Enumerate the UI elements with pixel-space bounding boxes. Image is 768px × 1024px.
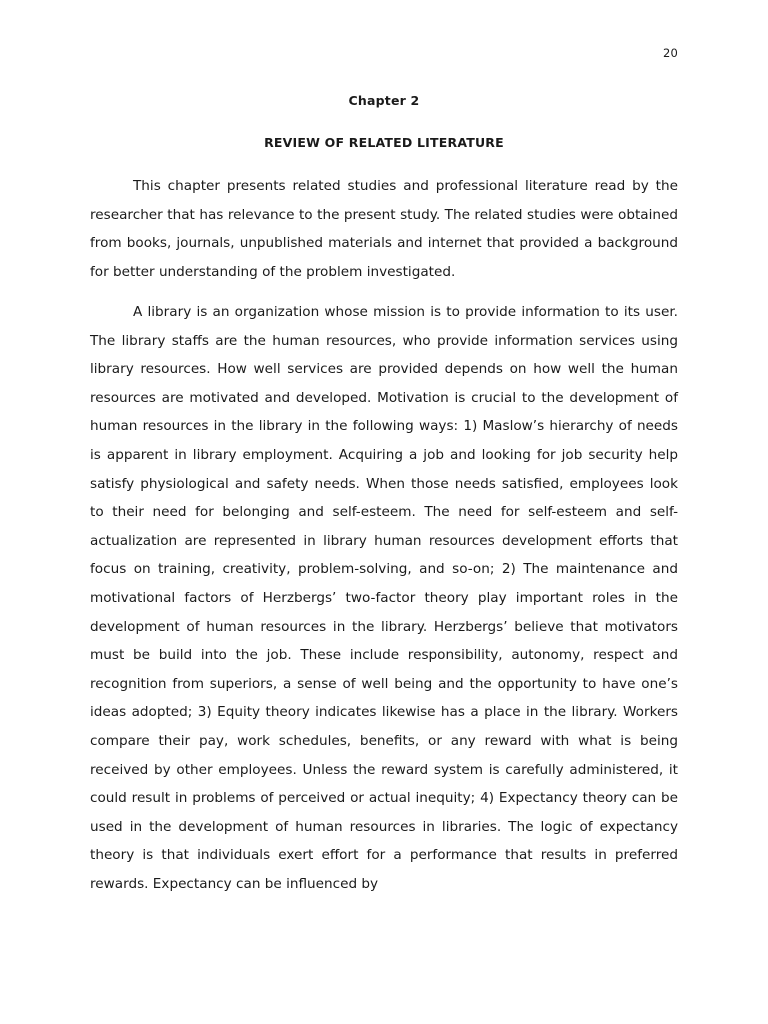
- chapter-label: Chapter 2: [348, 93, 420, 108]
- page-number: 20: [662, 46, 678, 60]
- paragraph-library-motivation: A library is an organization whose mission is to provide information to its user. The library staffs are the human resources, who provide information services using library resources. How well services are provided depends on how well the human resources are motivated and developed. Motivation is crucial to the development of human resources in the library in the following ways: 1) Maslow’s hierarchy of needs is apparent in library employment. Acquiring a job and looking for job security help satisfy physiological and safety needs. When those needs satisfied, employees look to their need for belonging and self-esteem. The need for self-esteem and self-actualization are represented in library human resources development efforts that focus on training, creativity, problem-solving, and so-on; 2) The maintenance and motivational factors of Herzbergs’ two-factor theory play important roles in the development of human resources in the library. Herzbergs’ believe that motivators must be build into the job. These include responsibility, autonomy, respect and recognition from superiors, a sense of well being and the opportunity to have one’s ideas adopted; 3) Equity theory indicates likewise has a place in the library. Workers compare their pay, work schedules, benefits, or any reward with what is being received by other employees. Unless the reward system is carefully administered, it could result in problems of perceived or actual inequity; 4) Expectancy theory can be used in the development of human resources in libraries. The logic of expectancy theory is that individuals exert effort for a performance that results in preferred rewards. Expectancy can be influenced by: [90, 304, 678, 892]
- paragraph-intro: This chapter presents related studies and professional literature read by the researcher that has relevance to the present study. The related studies were obtained from books, journals, unpublished materials and internet that provided a background for better understanding of the problem investigated.: [90, 178, 678, 280]
- section-title: REVIEW OF RELATED LITERATURE: [264, 135, 504, 150]
